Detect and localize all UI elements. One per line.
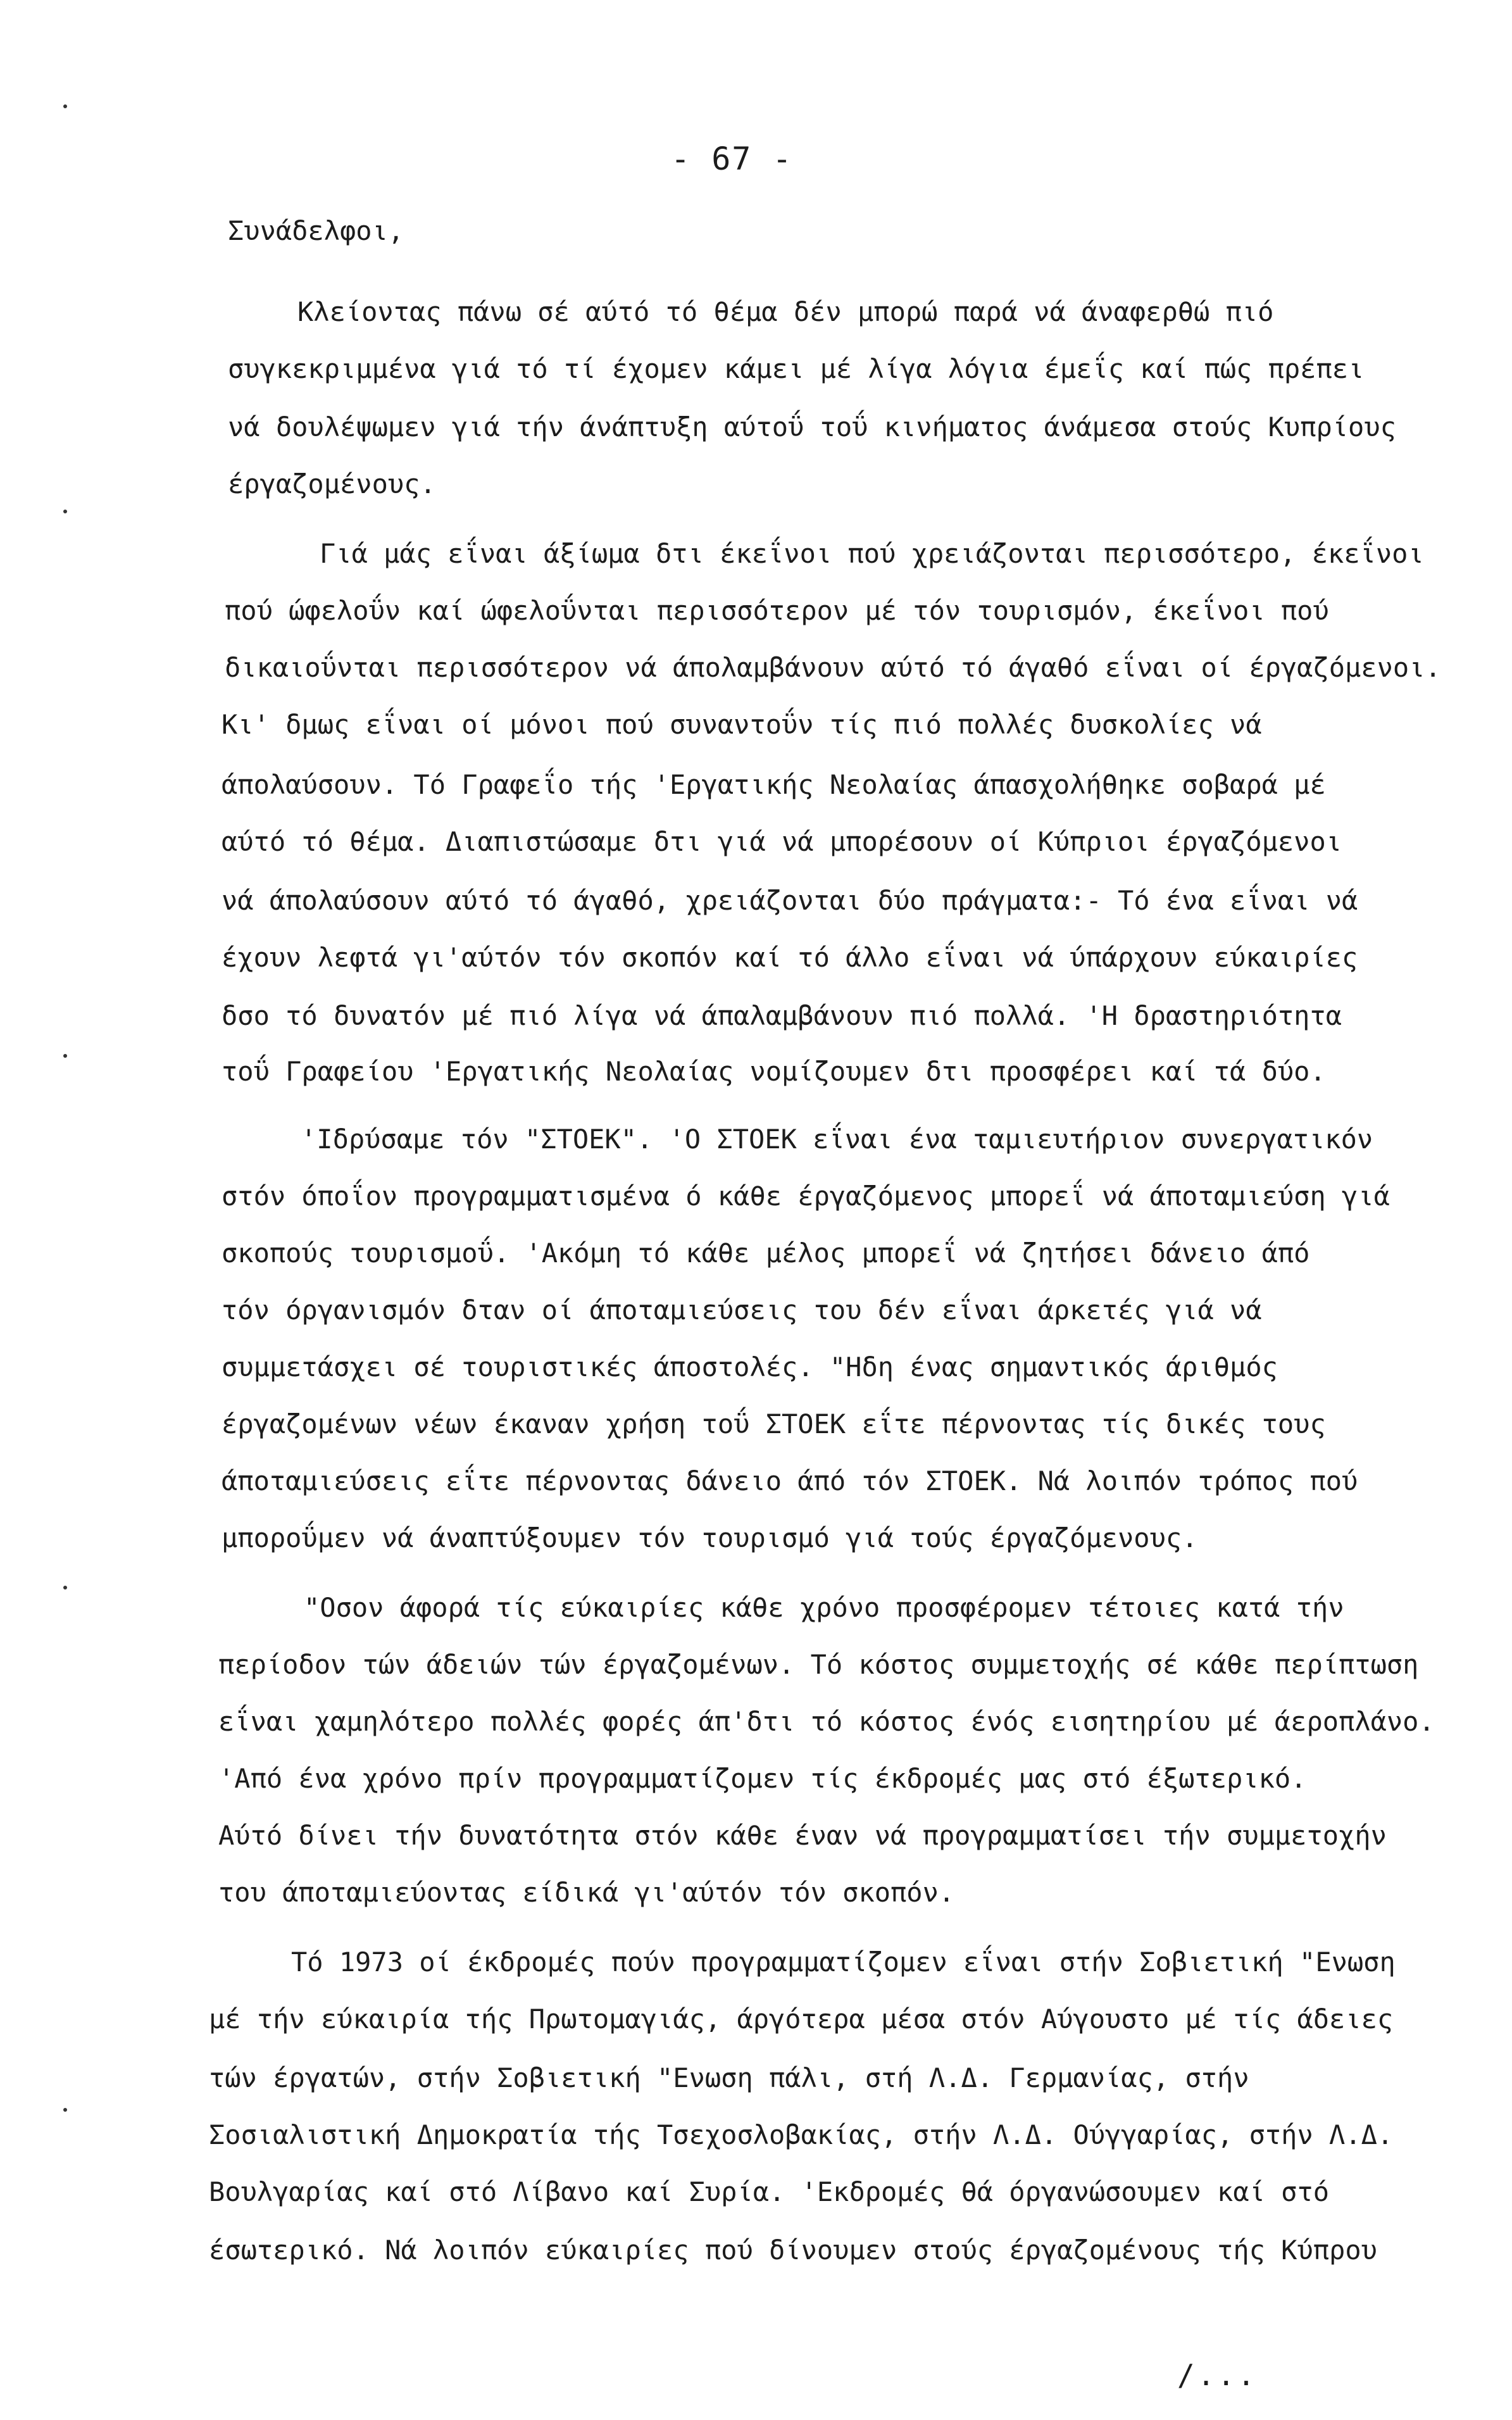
text-line: νά δουλέψωμεν γιά τήν άνάπτυξη αύτοΰ τοΰ κινήματος άνάμεσα στούς Κυπρίους — [228, 411, 1396, 442]
text-line: έργαζομένους. — [228, 468, 436, 499]
text-line: έσωτερικό. Νά λοιπόν εύκαιρίες πού δίνουμεν στούς έργαζομένους τής Κύπρου — [209, 2235, 1377, 2266]
scan-speck — [63, 510, 67, 513]
text-line: δικαιοΰνται περισσότερον νά άπολαμβάνουν αύτό τό άγαθό εΐναι οί έργαζόμενοι. — [225, 652, 1441, 683]
text-line: Γιά μάς εΐναι άξίωμα δτι έκεΐνοι πού χρειάζονται περισσότερο, έκεΐνοι — [320, 538, 1424, 569]
text-line: σκοπούς τουρισμοΰ. 'Ακόμη τό κάθε μέλος μπορεΐ νά ζητήσει δάνειο άπό — [222, 1238, 1310, 1269]
text-line: 'Από ένα χρόνο πρίν προγραμματίζομεν τίς έκδρομές μας στό έξωτερικό. — [218, 1763, 1307, 1794]
text-line: 'Ιδρύσαμε τόν "ΣΤΟΕΚ". 'Ο ΣΤΟΕΚ εΐναι ένα ταμιευτήριον συνεργατικόν — [301, 1124, 1373, 1155]
text-line: πού ώφελοΰν καί ώφελοΰνται περισσότερον μέ τόν τουρισμόν, έκεΐνοι πού — [225, 595, 1329, 626]
text-line: συγκεκριμμένα γιά τό τί έχομεν κάμει μέ λίγα λόγια έμεΐς καί πώς πρέπει — [228, 353, 1365, 384]
text-line: Κι' δμως εΐναι οί μόνοι πού συναντοΰν τίς πιό πολλές δυσκολίες νά — [222, 709, 1262, 740]
text-line: τοΰ Γραφείου 'Εργατικής Νεολαίας νομίζουμεν δτι προσφέρει καί τά δύο. — [222, 1056, 1326, 1087]
text-line: μέ τήν εύκαιρία τής Πρωτομαγιάς, άργότερα μέσα στόν Αύγουστο μέ τίς άδειες — [209, 2003, 1394, 2034]
text-line: δσο τό δυνατόν μέ πιό λίγα νά άπαλαμβάνουν πιό πολλά. 'Η δραστηριότητα — [222, 1000, 1342, 1031]
text-line: περίοδον τών άδειών τών έργαζομένων. Τό κόστος συμμετοχής σέ κάθε περίπτωση — [218, 1649, 1419, 1680]
text-line: εΐναι χαμηλότερο πολλές φορές άπ'δτι τό κόστος ένός εισητηρίου μέ άεροπλάνο. — [218, 1706, 1435, 1737]
text-line: τών έργατών, στήν Σοβιετική "Ενωση πάλι, στή Λ.Δ. Γερμανίας, στήν — [209, 2062, 1249, 2093]
scan-speck — [63, 2108, 67, 2112]
text-line: Τό 1973 οί έκδρομές πούν προγραμματίζομεν εΐναι στήν Σοβιετική "Ενωση — [291, 1947, 1396, 1978]
text-line: τόν όργανισμόν δταν οί άποταμιεύσεις του δέν εΐναι άρκετές γιά νά — [222, 1295, 1262, 1326]
text-line: άποταμιεύσεις εΐτε πέρνοντας δάνειο άπό τόν ΣΤΟΕΚ. Νά λοιπόν τρόπος πού — [222, 1465, 1358, 1496]
scan-speck — [63, 1586, 67, 1589]
text-line: Κλείοντας πάνω σέ αύτό τό θέμα δέν μπορώ παρά νά άναφερθώ πιό — [297, 296, 1274, 327]
scan-speck — [63, 104, 67, 108]
text-line: Σοσιαλιστική Δημοκρατία τής Τσεχοσλοβακίας, στήν Λ.Δ. Ούγγαρίας, στήν Λ.Δ. — [209, 2119, 1394, 2150]
text-line: έργαζομένων νέων έκαναν χρήση τοΰ ΣΤΟΕΚ εΐτε πέρνοντας τίς δικές τους — [222, 1408, 1326, 1439]
text-line: Βουλγαρίας καί στό Λίβανο καί Συρία. 'Εκδρομές θά όργανώσουμεν καί στό — [209, 2176, 1330, 2207]
text-line: του άποταμιεύοντας είδικά γι'αύτόν τόν σκοπόν. — [218, 1877, 955, 1908]
text-line: μποροΰμεν νά άναπτύξουμεν τόν τουρισμό γιά τούς έργαζόμενους. — [222, 1522, 1198, 1553]
page-number: - 67 - — [671, 141, 793, 177]
text-line: αύτό τό θέμα. Διαπιστώσαμε δτι γιά νά μπορέσουν οί Κύπριοι έργαζόμενοι — [222, 826, 1342, 857]
text-line: στόν όποΐον προγραμματισμένα ό κάθε έργαζόμενος μπορεΐ νά άποταμιεύση γιά — [222, 1181, 1390, 1212]
scan-speck — [63, 1054, 67, 1058]
text-line: συμμετάσχει σέ τουριστικές άποστολές. "Ηδη ένας σημαντικός άριθμός — [222, 1351, 1278, 1382]
text-line: νά άπολαύσουν αύτό τό άγαθό, χρειάζονται δύο πράγματα:- Τό ένα εΐναι νά — [222, 885, 1358, 916]
text-line: Αύτό δίνει τήν δυνατότητα στόν κάθε έναν νά προγραμματίσει τήν συμμετοχήν — [218, 1820, 1387, 1851]
text-line: "Οσον άφορά τίς εύκαιρίες κάθε χρόνο προσφέρομεν τέτοιες κατά τήν — [304, 1592, 1344, 1623]
salutation: Συνάδελφοι, — [228, 215, 404, 246]
text-line: έχουν λεφτά γι'αύτόν τόν σκοπόν καί τό άλλο εΐναι νά ύπάρχουν εύκαιρίες — [222, 942, 1358, 973]
continuation-mark: /... — [1177, 2358, 1258, 2392]
text-line: άπολαύσουν. Τό Γραφεΐο τής 'Εργατικής Νεολαίας άπασχολήθηκε σοβαρά μέ — [222, 769, 1326, 800]
